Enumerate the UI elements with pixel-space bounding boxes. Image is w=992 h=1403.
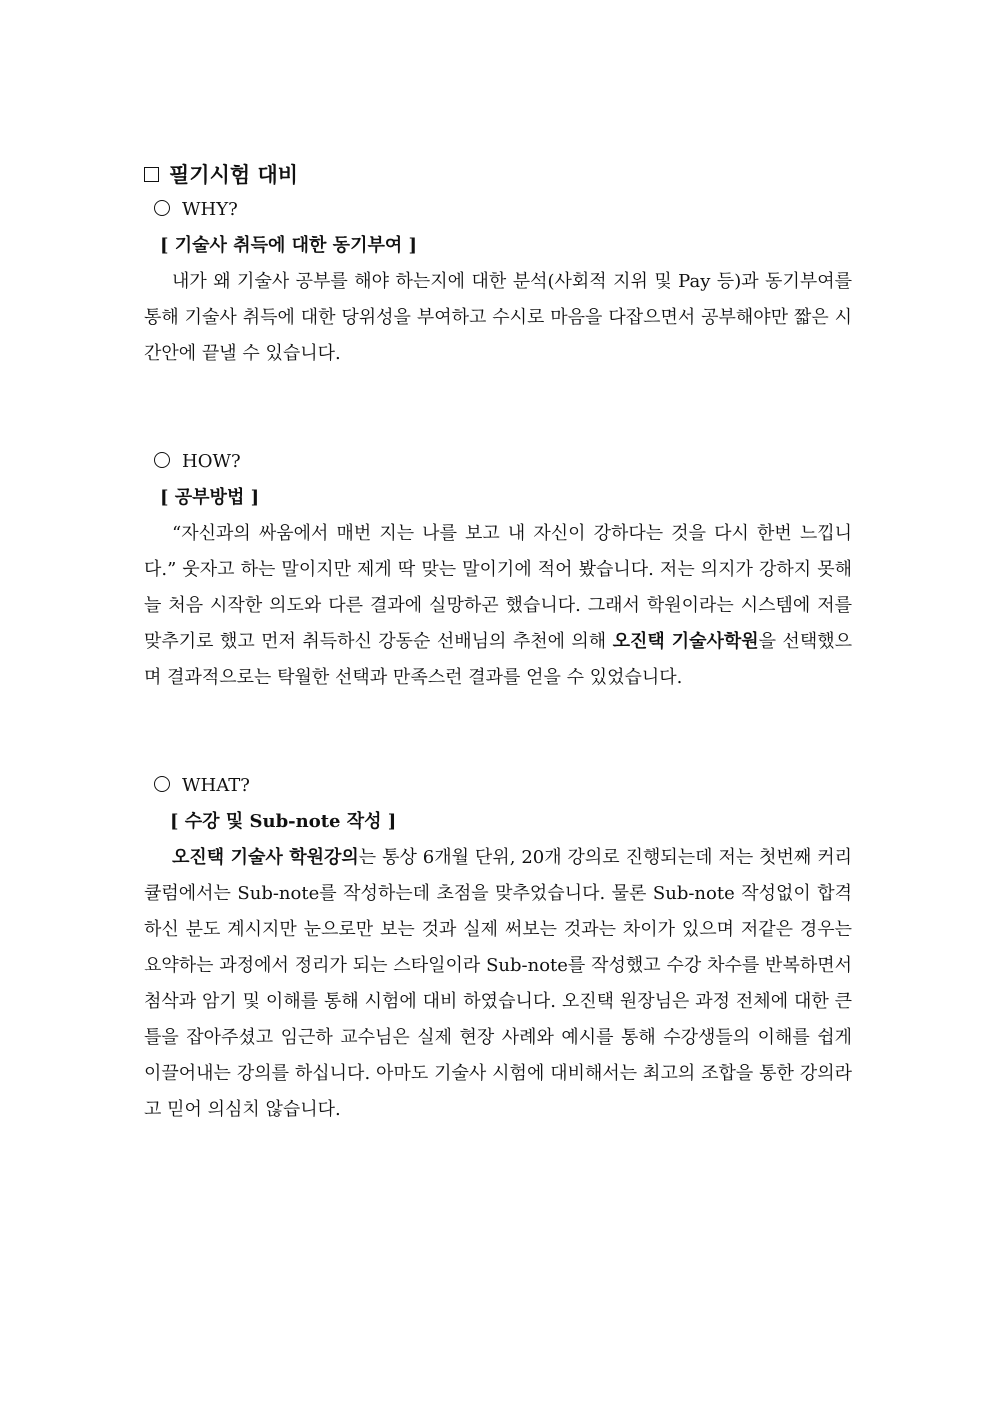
subsection-label-why: [ 기술사 취득에 대한 동기부여 ] <box>160 235 418 256</box>
heading-text: 필기시험 대비 <box>169 162 299 187</box>
paragraph-text: 는 통상 6개월 단위, 20개 강의로 진행되는데 저는 첫번째 커리큘럼에서는 Sub-note를 작성하는데 초점을 맞추었습니다. 물론 Sub-note 작성없이 합격하신 분도 계시지만 눈으로만 보는 것과 실제 써보는 것과는 차이가 있으며 저같은 경우는 요약하는 과정에서 정리가 되는 스타일이라 Sub-note를 작성했고 수강 차수를 반복하면서 첨삭과 암기 및 이해를 통해 시험에 대비 하였습니다. 오진택 원장님은 과정 전체에 대한 큰 틀을 잡아주셨고 임근하 교수님은 실제 현장 사례와 예시를 통해 수강생들의 이해를 쉽게 이끌어내는 강의를 하십니다. 아마도 기술사 시험에 대비해서는 최고의 조합을 통한 강의라고 믿어 의심치 않습니다. <box>144 847 852 1120</box>
subsection-label-how: [ 공부방법 ] <box>160 487 260 508</box>
subsection-label-what: [ 수강 및 Sub-note 작성 ] <box>170 811 397 832</box>
paragraph-why <box>144 264 852 372</box>
circle-bullet-icon <box>154 452 170 468</box>
paragraph-emphasis: 오진택 기술사 학원강의 <box>172 847 359 868</box>
subsection-title-text: HOW? <box>182 451 241 472</box>
paragraph-text: “자신과의 싸움에서 매번 지는 나를 보고 내 자신이 강하다는 것을 다시 한번 느낍니다.” 웃자고 하는 말이지만 제게 딱 맞는 말이기에 적어 봤습니다. 저는 의지가 강하지 못해 늘 처음 시작한 의도와 다른 결과에 실망하곤 했습니다. 그래서 학원이라는 시스템에 저를 맞추기로 했고 먼저 취득하신 강동순 선배님의 추천에 의해 <box>144 523 852 652</box>
circle-bullet-icon <box>154 200 170 216</box>
document-page <box>144 158 852 1128</box>
circle-bullet-icon <box>154 776 170 792</box>
paragraph-how <box>144 516 852 696</box>
subsection-title-text: WHAT? <box>182 775 250 796</box>
spacer <box>144 696 852 768</box>
subsection-title-text: WHY? <box>182 199 238 220</box>
paragraph-text: 내가 왜 기술사 공부를 해야 하는지에 대한 분석(사회적 지위 및 Pay 등)과 동기부여를 통해 기술사 취득에 대한 당위성을 부여하고 수시로 마음을 다잡으면서 공부해야만 짧은 시간안에 끝낼 수 있습니다. <box>144 271 852 364</box>
subsection-title-why <box>154 192 852 228</box>
paragraph-text: 을 선택했으며 결과적으로는 탁월한 선택과 만족스런 결과를 얻을 수 있었습니다. <box>144 631 852 688</box>
section-heading <box>144 158 852 192</box>
paragraph-emphasis: 오진택 기술사학원 <box>612 631 759 652</box>
paragraph-what <box>144 840 852 1128</box>
square-bullet-icon <box>144 167 159 182</box>
spacer <box>144 372 852 444</box>
subsection-title-what <box>154 768 852 804</box>
subsection-title-how <box>154 444 852 480</box>
